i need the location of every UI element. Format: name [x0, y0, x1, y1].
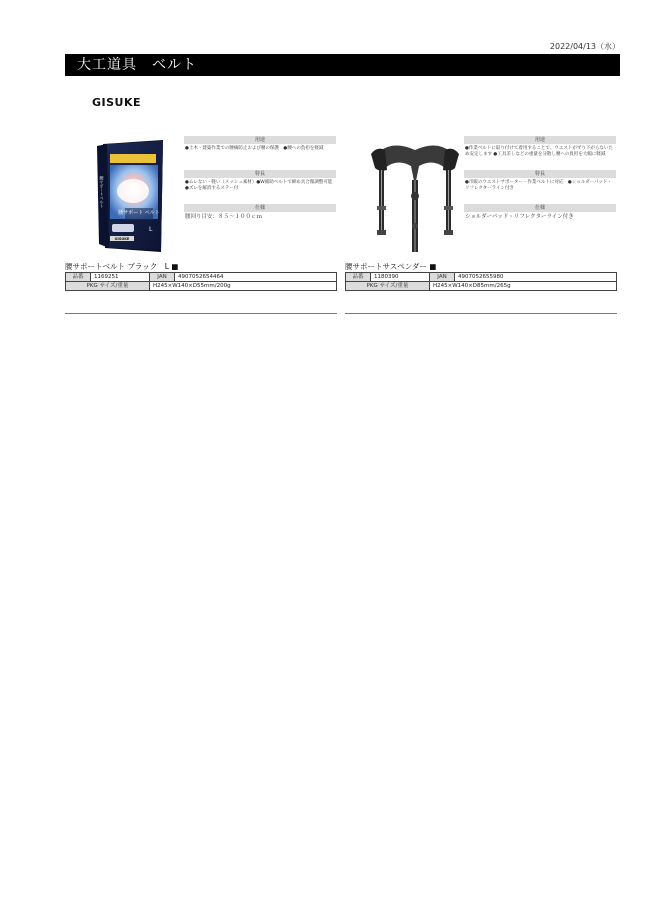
pkg-label: PKG サイズ/重量	[66, 282, 150, 291]
purpose-heading: 用途	[464, 136, 616, 144]
jan-value: 4907052655980	[455, 273, 617, 282]
jan-label: JAN	[430, 273, 455, 282]
code-label: 品番	[346, 273, 371, 282]
features-text: ●市販のウエストサポーター・作業ベルトに対応 ●ショルダーパッド・リフレクターライン付き	[465, 180, 612, 191]
brand-logo: GISUKE	[92, 96, 142, 109]
product-spec-table	[345, 272, 617, 291]
product-spec-table	[65, 272, 337, 291]
pkg-value: H245×W140×D85mm/265g	[430, 282, 617, 291]
box-front-text: 腰サポート ベルト	[118, 210, 160, 216]
spec-heading: 仕様	[464, 204, 616, 212]
product-name: 腰サポートサスペンダー ■	[345, 262, 437, 271]
suspender-image	[363, 136, 467, 254]
spec-text: ショルダーパッド・リフレクターライン付き	[465, 214, 574, 220]
purpose-text: ●作業ベルトに取り付けて着用することで、ウエストがずり下がらないため安定します ●工具差しなどの重量を分散し腰への負担を大幅に軽減	[465, 146, 613, 157]
divider	[65, 313, 337, 314]
box-logo: GISUKE	[114, 237, 130, 241]
page-title: 大工道具 ベルト	[65, 54, 620, 76]
features-heading: 特長	[184, 170, 336, 178]
purpose-text: ●土木・建築作業での腰痛防止および腰の保護 ●腰への負担を軽減	[185, 146, 324, 151]
product-name: 腰サポートベルト ブラック L ■	[65, 262, 179, 271]
code-value: 1169251	[91, 273, 150, 282]
pkg-label: PKG サイズ/重量	[346, 282, 430, 291]
divider	[345, 313, 617, 314]
features-text: ●ムレない・軽い（メッシュ素材）●W補助ベルトで締め具合微調整可能 ●ズレを解消するステー付	[185, 180, 333, 191]
pkg-value: H245×W140×D55mm/200g	[150, 282, 337, 291]
box-side-text: 腰サポートベルト	[99, 176, 105, 208]
belt-package-image	[83, 136, 187, 254]
jan-label: JAN	[150, 273, 175, 282]
product-info-suspender	[464, 136, 616, 228]
code-label: 品番	[66, 273, 91, 282]
jan-value: 4907052654464	[175, 273, 337, 282]
spec-heading: 仕様	[184, 204, 336, 212]
box-size-mark: L	[149, 226, 153, 233]
spec-text: 腰回り目安：８５～１００ｃｍ	[185, 214, 263, 220]
features-heading: 特長	[464, 170, 616, 178]
print-date: 2022/04/13（水）	[549, 42, 620, 51]
product-info-belt	[184, 136, 336, 228]
purpose-heading: 用途	[184, 136, 336, 144]
code-value: 1180390	[371, 273, 430, 282]
